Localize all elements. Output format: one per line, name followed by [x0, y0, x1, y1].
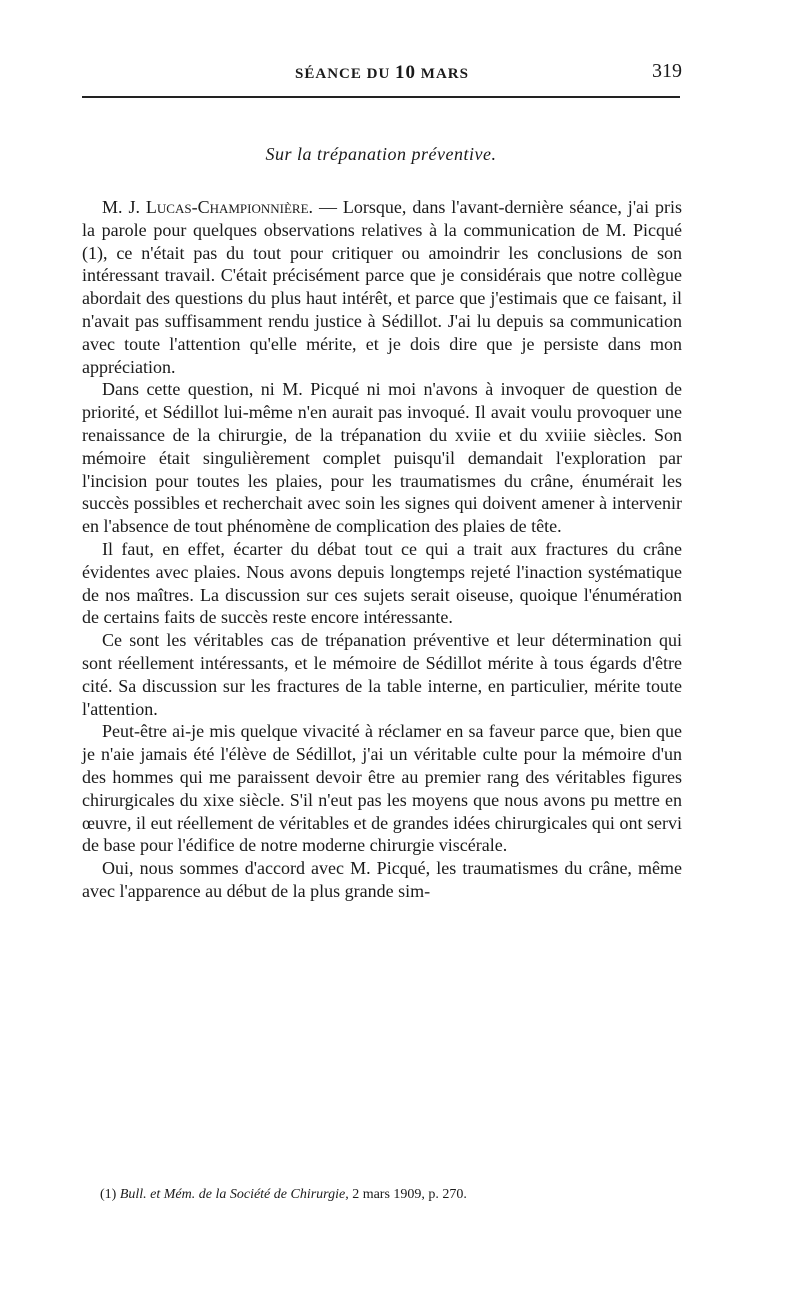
- running-title-suffix: MARS: [416, 66, 469, 82]
- paragraph: Dans cette question, ni M. Picqué ni moi n'avons à invoquer de question de priorité, et Sédillot lui-même n'en aurait pas invoqué. Il avait voulu provoquer une renaissance de la chirurgie, de la trépanation du xviie et du xviiie siècles. Son mémoire était singulièrement complet puisqu'il demandait l'exploration par l'incision pour toutes les plaies, pour les traumatismes du crâne, énumérait les succès possibles et recherchait avec soin les signes qui doivent amener à intervenir en l'absence de tout phénomène de complication des plaies de tête.: [82, 379, 682, 537]
- paragraph: Ce sont les véritables cas de trépanation préventive et leur détermination qui sont réellement intéressants, et le mémoire de Sédillot mérite à tous égards d'être cité. Sa discussion sur les fractures de la table interne, en particulier, mérite toute l'attention.: [82, 630, 682, 719]
- speaker-prefix: M. J.: [102, 197, 146, 217]
- footnote-rest: , 2 mars 1909, p. 270.: [345, 1187, 467, 1202]
- paragraph-text: . — Lorsque, dans l'avant-dernière séance, j'ai pris la parole pour quelques observations relatives à la communication de M. Picqué (1), ce n'était pas du tout pour critiquer ou amoindrir les conclusions de son intéressant travail. C'était précisément parce que je considérais que notre collègue abordait des questions du plus haut intérêt, et parce que j'estimais que ce faisant, il n'avait pas suffisamment rendu justice à Sédillot. J'ai lu depuis sa communication avec toute l'attention qu'elle mérite, et je dois dire que je persiste dans mon appréciation.: [82, 197, 682, 377]
- speaker-name: Lucas-Championnière: [145, 197, 309, 217]
- paragraph: [82, 196, 682, 378]
- header-rule: [82, 96, 680, 98]
- footnote-marker: (1): [100, 1187, 120, 1202]
- footnote-source: Bull. et Mém. de la Société de Chirurgie: [119, 1187, 346, 1202]
- running-title-prefix: SÉANCE DU: [295, 66, 396, 82]
- paragraph: Il faut, en effet, écarter du débat tout ce qui a trait aux fractures du crâne évidentes avec plaies. Nous avons depuis longtemps rejeté l'inaction systématique de nos maîtres. La discussion sur ces sujets serait oiseuse, quoique l'énumération de certains faits de succès reste encore intéressante.: [82, 538, 682, 628]
- footnote: [100, 1186, 680, 1204]
- paragraph: Oui, nous sommes d'accord avec M. Picqué, les traumatismes du crâne, même avec l'apparence au début de la plus grande sim-: [82, 858, 682, 901]
- running-header: [82, 62, 682, 84]
- running-title-number: 10: [395, 62, 417, 83]
- body-text: [82, 196, 682, 903]
- running-title: [82, 62, 682, 84]
- section-title: Sur la trépanation préventive.: [265, 144, 497, 164]
- page-number: 319: [652, 60, 682, 82]
- paragraph: Peut-être ai-je mis quelque vivacité à réclamer en sa faveur parce que, bien que je n'aie jamais été l'élève de Sédillot, j'ai un véritable culte pour la mémoire d'un des hommes qui me paraissent devoir être au premier rang des véritables figures chirurgicales du xixe siècle. S'il n'eut pas les moyens que nous avons pu mettre en œuvre, il eut réellement de véritables et de grandes idées chirurgicales qui ont servi de base pour l'édifice de notre moderne chirurgie viscérale.: [82, 721, 682, 856]
